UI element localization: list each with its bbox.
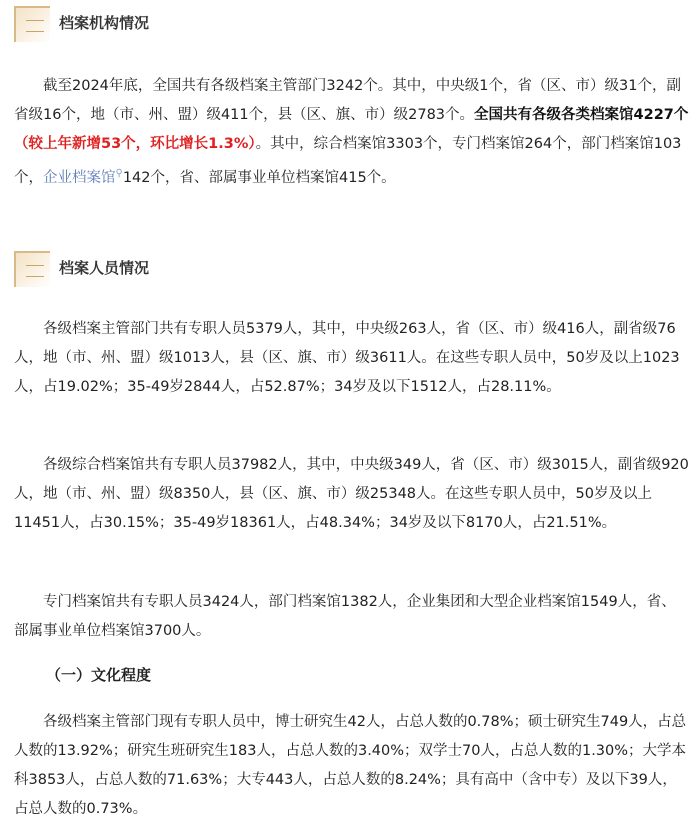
- section-badge-icon: [14, 251, 50, 287]
- section-badge-icon: [14, 6, 50, 42]
- section-title: 档案机构情况: [59, 14, 150, 32]
- growth-highlight: （较上年新增53个，环比增长1.3%）: [14, 136, 256, 152]
- sub-heading-education: （一）文化程度: [46, 666, 152, 684]
- enterprise-archives-link[interactable]: 企业档案馆: [43, 169, 116, 186]
- institutions-paragraph: 截至2024年底，全国共有各级档案主管部门3242个。其中，中央级1个，省（区、市）级31个，副省级16个，地（市、州、盟）级411个，县（区、旗、市）级2783个。全国共有各级各类档案馆4227个（较上年新增53个，环比增长1.3%）。其中，综合档案馆3303个，专门档案馆264个，部门档案馆103个，企业档案馆⚲142个，省、部属事业单位档案馆415个。: [14, 78, 689, 186]
- section-header-personnel: [14, 251, 314, 291]
- search-icon[interactable]: ⚲: [115, 168, 123, 179]
- section-header-institutions: [14, 6, 314, 46]
- total-archives-bold: 全国共有各级各类档案馆4227个: [474, 107, 689, 123]
- personnel-paragraph-specialized: 专门档案馆共有专职人员3424人，部门档案馆1382人，企业集团和大型企业档案馆1549人，省、部属事业单位档案馆3700人。: [14, 594, 676, 639]
- personnel-paragraph-authorities: 各级档案主管部门共有专职人员5379人，其中，中央级263人，省（区、市）级416人，副省级76人，地（市、州、盟）级1013人，县（区、旗、市）级3611人。在这些专职人员中，50岁及以上1023人，占19.02%；35-49岁2844人，占52.87%；34岁及以下1512人，占28.11%。: [14, 321, 680, 395]
- personnel-paragraph-comprehensive: 各级综合档案馆共有专职人员37982人，其中，中央级349人，省（区、市）级3015人，副省级920人，地（市、州、盟）级8350人，县（区、旗、市）级25348人。在这些专职人员中，50岁及以上11451人，占30.15%；35-49岁18361人，占48.34%；34岁及以下8170人，占21.51%。: [14, 457, 689, 531]
- education-paragraph: 各级档案主管部门现有专职人员中，博士研究生42人，占总人数的0.78%；硕士研究生749人，占总人数的13.92%；研究生班研究生183人，占总人数的3.40%；双学士70人，占总人数的1.30%；大学本科3853人，占总人数的71.63%；大专443人，占总人数的8.24%；具有高中（含中专）及以下39人，占总人数的0.73%。: [14, 714, 687, 817]
- section-title: 档案人员情况: [59, 259, 150, 277]
